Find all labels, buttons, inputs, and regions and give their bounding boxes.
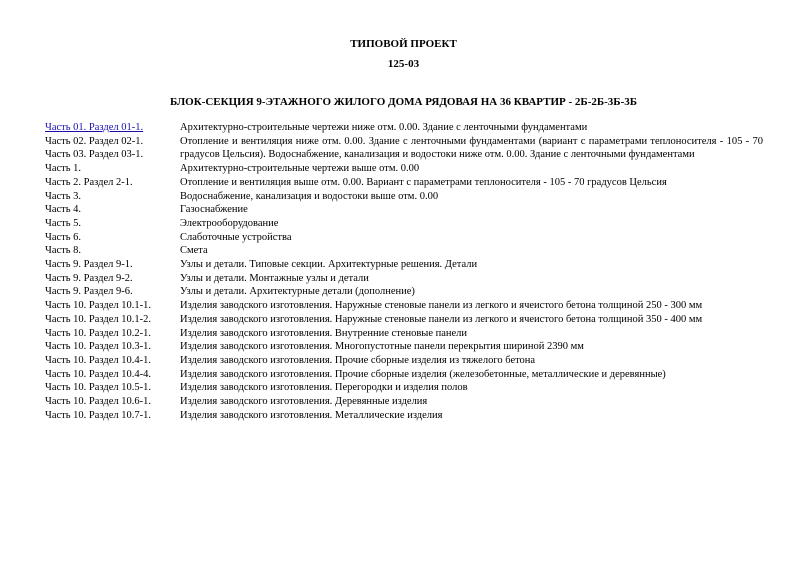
list-item-label: Часть 1.	[45, 163, 82, 175]
list-item-label: Часть 10. Раздел 10.1-1.	[45, 300, 151, 312]
list-item-description: Изделия заводского изготовления. Наружные стеновые панели из легкого и ячеистого бетона толщиной 350 - 400 мм	[180, 313, 703, 325]
list-item-label: Часть 9. Раздел 9-1.	[45, 259, 133, 271]
list-item	[45, 299, 763, 313]
contents-link-part-03[interactable]: Часть 03. Раздел 03-1.	[45, 149, 144, 161]
list-item	[45, 313, 763, 327]
list-item	[45, 121, 763, 135]
project-code: 125-03	[387, 58, 420, 70]
list-item-description: Газоснабжение	[180, 204, 248, 216]
list-item	[45, 217, 763, 231]
list-item-description: Узлы и детали. Монтажные узлы и детали	[180, 272, 369, 284]
list-item-label: Часть 10. Раздел 10.4-4.	[45, 368, 151, 380]
list-item-label: Часть 10. Раздел 10.5-1.	[45, 382, 151, 394]
list-item-label: Часть 5.	[45, 217, 82, 229]
list-item-description: Изделия заводского изготовления. Наружные стеновые панели из легкого и ячеистого бетона толщиной 250 - 300 мм	[180, 300, 703, 312]
list-item-description: Смета	[180, 245, 208, 257]
list-item	[45, 272, 763, 286]
list-item	[45, 162, 763, 176]
list-item	[45, 395, 763, 409]
list-item-description: Изделия заводского изготовления. Многопустотные панели перекрытия шириной 2390 мм	[180, 341, 584, 353]
list-item-description: Изделия заводского изготовления. Прочие сборные изделия (железобетонные, металлические и деревянные)	[180, 368, 666, 380]
list-item-label: Часть 6.	[45, 231, 82, 243]
list-item-label: Часть 10. Раздел 10.7-1.	[45, 409, 151, 421]
list-item	[45, 135, 763, 162]
list-item	[45, 231, 763, 245]
list-item-description: Изделия заводского изготовления. Перегородки и изделия полов	[180, 382, 468, 394]
list-item-description: Отопление и вентиляция выше отм. 0.00. Вариант с параметрами теплоносителя - 105 - 70 градусов Цельсия	[180, 176, 667, 188]
list-item-description: Изделия заводского изготовления. Прочие сборные изделия из тяжелого бетона	[180, 354, 536, 366]
list-item-labels-stack	[45, 135, 180, 162]
list-item	[45, 258, 763, 272]
contents-list	[45, 121, 763, 422]
list-item-description: Водоснабжение, канализация и водостоки выше отм. 0.00	[180, 190, 439, 202]
list-item-label: Часть 10. Раздел 10.2-1.	[45, 327, 151, 339]
list-item-label: Часть 10. Раздел 10.6-1.	[45, 396, 151, 408]
list-item-description: Слаботочные устройства	[180, 231, 292, 243]
list-item	[45, 190, 763, 204]
list-item-description: Архитектурно-строительные чертежи выше отм. 0.00	[180, 163, 420, 175]
list-item-description: Узлы и детали. Архитектурные детали (дополнение)	[180, 286, 415, 298]
list-item	[45, 327, 763, 341]
list-item	[45, 176, 763, 190]
list-item-label: Часть 4.	[45, 204, 82, 216]
list-item-label: Часть 9. Раздел 9-2.	[45, 272, 133, 284]
list-item-label: Часть 2. Раздел 2-1.	[45, 176, 133, 188]
document-subtitle: БЛОК-СЕКЦИЯ 9-ЭТАЖНОГО ЖИЛОГО ДОМА РЯДОВАЯ НА 36 КВАРТИР - 2Б-2Б-3Б-3Б	[169, 96, 638, 108]
list-item-description: Узлы и детали. Типовые секции. Архитектурные решения. Детали	[180, 259, 478, 271]
list-item-label: Часть 3.	[45, 190, 82, 202]
list-item	[45, 381, 763, 395]
list-item	[45, 340, 763, 354]
list-item	[45, 354, 763, 368]
list-item	[45, 203, 763, 217]
list-item-label: Часть 10. Раздел 10.1-2.	[45, 313, 151, 325]
list-item	[45, 409, 763, 423]
contents-link-part-02[interactable]: Часть 02. Раздел 02-1.	[45, 135, 144, 147]
document-title: ТИПОВОЙ ПРОЕКТ	[350, 38, 457, 50]
list-item-label: Часть 10. Раздел 10.3-1.	[45, 341, 151, 353]
list-item-description: Изделия заводского изготовления. Деревянные изделия	[180, 396, 428, 408]
contents-link-part-01[interactable]: Часть 01. Раздел 01-1.	[45, 122, 144, 133]
list-item-description: Отопление и вентиляция ниже отм. 0.00. Здание с ленточными фундаментами (вариант с параметрами теплоносителя - 105 - 70 градусов Цельсия). Водоснабжение, канализация и водостоки ниже отм. 0.00. Здание с ленточными фундаментами	[180, 135, 763, 161]
list-item-label: Часть 10. Раздел 10.4-1.	[45, 354, 151, 366]
list-item	[45, 368, 763, 382]
list-item-label: Часть 8.	[45, 245, 82, 257]
list-item-description: Электрооборудование	[180, 217, 279, 229]
list-item-label: Часть 9. Раздел 9-6.	[45, 286, 133, 298]
list-item	[45, 285, 763, 299]
list-item	[45, 244, 763, 258]
list-item-description: Изделия заводского изготовления. Внутренние стеновые панели	[180, 327, 468, 339]
list-item-description: Изделия заводского изготовления. Металлические изделия	[180, 409, 443, 421]
list-item-description: Архитектурно-строительные чертежи ниже отм. 0.00. Здание с ленточными фундаментами	[180, 122, 588, 133]
